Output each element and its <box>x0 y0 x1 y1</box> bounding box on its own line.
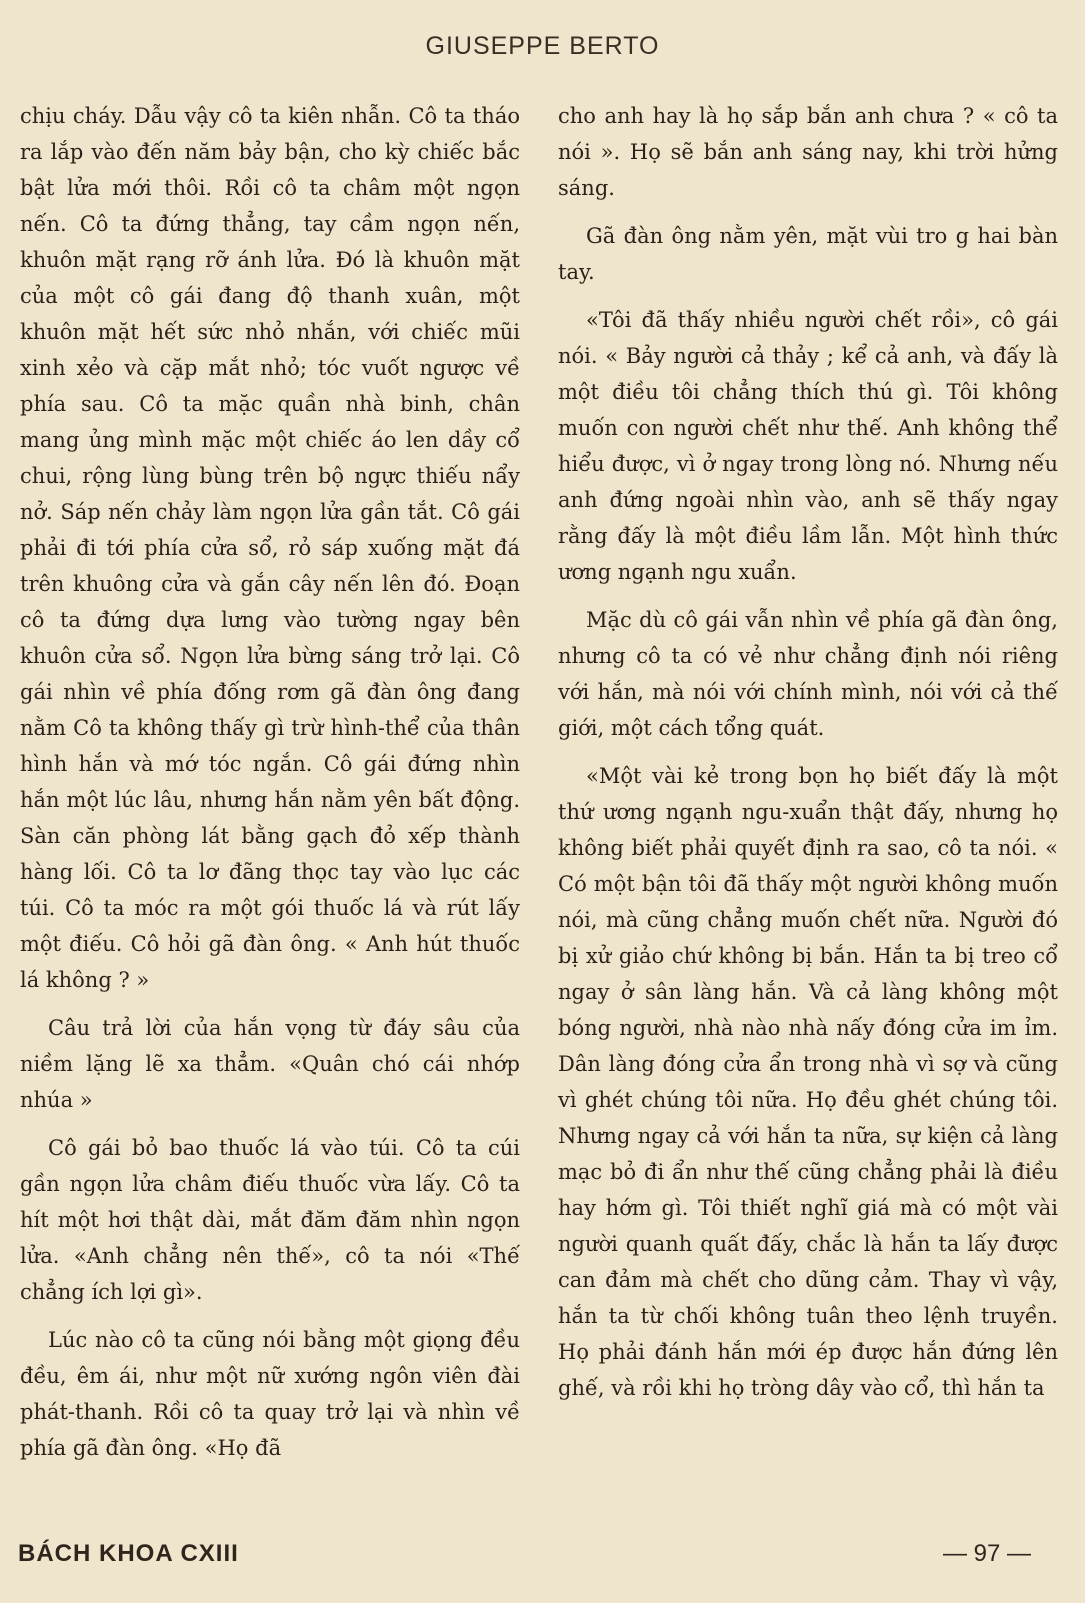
paragraph: «Một vài kẻ trong bọn họ biết đấy là một thứ ương ngạnh ngu-xuẩn thật đấy, nhưng họ không biết phải quyết định ra sao, cô ta nói. « Có một bận tôi đã thấy một người không muốn nói, mà cũng chẳng muốn chết nữa. Người đó bị xử giảo chứ không bị bắn. Hắn ta bị treo cổ ngay ở sân làng hắn. Và cả làng không một bóng người, nhà nào nhà nấy đóng cửa im ỉm. Dân làng đóng cửa ẩn trong nhà vì sợ và cũng vì ghét chúng tôi nữa. Họ đều ghét chúng tôi. Nhưng ngay cả với hắn ta nữa, sự kiện cả làng mạc bỏ đi ẩn như thế cũng chẳng phải là điều hay hớm gì. Tôi thiết nghĩ giá mà có một vài người quanh quất đấy, chắc là hắn ta lấy được can đảm mà chết cho dũng cảm. Thay vì vậy, hắn ta từ chối không tuân theo lệnh truyền. Họ phải đánh hắn mới ép được hắn đứng lên ghế, và rồi khi họ tròng dây vào cổ, thì hắn ta <box>558 764 1058 1400</box>
paragraph: chịu cháy. Dẫu vậy cô ta kiên nhẫn. Cô ta tháo ra lắp vào đến năm bảy bận, cho kỳ chiếc bắc bật lửa mới thôi. Rồi cô ta châm một ngọn nến. Cô ta đứng thẳng, tay cầm ngọn nến, khuôn mặt rạng rỡ ánh lửa. Đó là khuôn mặt của một cô gái đang độ thanh xuân, một khuôn mặt hết sức nhỏ nhắn, với chiếc mũi xinh xẻo và cặp mắt nhỏ; tóc vuốt ngược về phía sau. Cô ta mặc quần nhà binh, chân mang ủng mình mặc một chiếc áo len dầy cổ chui, rộng lùng bùng trên bộ ngực thiếu nẩy nở. Sáp nến chảy làm ngọn lửa gần tắt. Cô gái phải đi tới phía cửa sổ, rỏ sáp xuống mặt đá trên khuông cửa và gắn cây nến lên đó. Đoạn cô ta đứng dựa lưng vào tường ngay bên khuôn cửa sổ. Ngọn lửa bừng sáng trở lại. Cô gái nhìn về phía đống rơm gã đàn ông đang nằm Cô ta không thấy gì trừ hình-thể của thân hình hắn và mớ tóc ngắn. Cô gái đứng nhìn hắn một lúc lâu, nhưng hắn nằm yên bất động. Sàn căn phòng lát bằng gạch đỏ xếp thành hàng lối. Cô ta lơ đãng thọc tay vào lục các túi. Cô ta móc ra một gói thuốc lá và rút lấy một điếu. Cô hỏi gã đàn ông. « Anh hút thuốc lá không ? » <box>20 104 520 992</box>
paragraph: Câu trả lời của hắn vọng từ đáy sâu của niềm lặng lẽ xa thẳm. «Quân chó cái nhớp nhúa » <box>20 1016 520 1112</box>
page-number: — 97 — <box>943 1540 1032 1567</box>
paragraph: cho anh hay là họ sắp bắn anh chưa ? « cô ta nói ». Họ sẽ bắn anh sáng nay, khi trời hửng sáng. <box>558 104 1058 200</box>
paragraph: Gã đàn ông nằm yên, mặt vùi tro g hai bàn tay. <box>558 224 1058 284</box>
paragraph: «Tôi đã thấy nhiều người chết rồi», cô gái nói. « Bảy người cả thảy ; kể cả anh, và đấy là một điều tôi chẳng thích thú gì. Tôi không muốn con người chết như thế. Anh không thể hiểu được, vì ở ngay trong lòng nó. Nhưng nếu anh đứng ngoài nhìn vào, anh sẽ thấy ngay rằng đấy là một điều lầm lẫn. Một hình thức ương ngạnh ngu xuẩn. <box>558 308 1058 584</box>
left-text-column <box>20 98 520 1478</box>
paragraph: Mặc dù cô gái vẫn nhìn về phía gã đàn ông, nhưng cô ta có vẻ như chẳng định nói riêng với hắn, mà nói với chính mình, nói với cả thế giới, một cách tổng quát. <box>558 608 1058 740</box>
journal-footer: BÁCH KHOA CXIII <box>18 1540 239 1567</box>
running-header-author: GIUSEPPE BERTO <box>425 32 660 60</box>
paragraph: Cô gái bỏ bao thuốc lá vào túi. Cô ta cúi gần ngọn lửa châm điếu thuốc vừa lấy. Cô ta hít một hơi thật dài, mắt đăm đăm nhìn ngọn lửa. «Anh chẳng nên thế», cô ta nói «Thế chẳng ích lợi gì». <box>20 1136 520 1304</box>
paragraph: Lúc nào cô ta cũng nói bằng một giọng đều đều, êm ái, như một nữ xướng ngôn viên đài phát-thanh. Rồi cô ta quay trở lại và nhìn về phía gã đàn ông. «Họ đã <box>20 1328 520 1460</box>
right-text-column <box>558 98 1058 1418</box>
